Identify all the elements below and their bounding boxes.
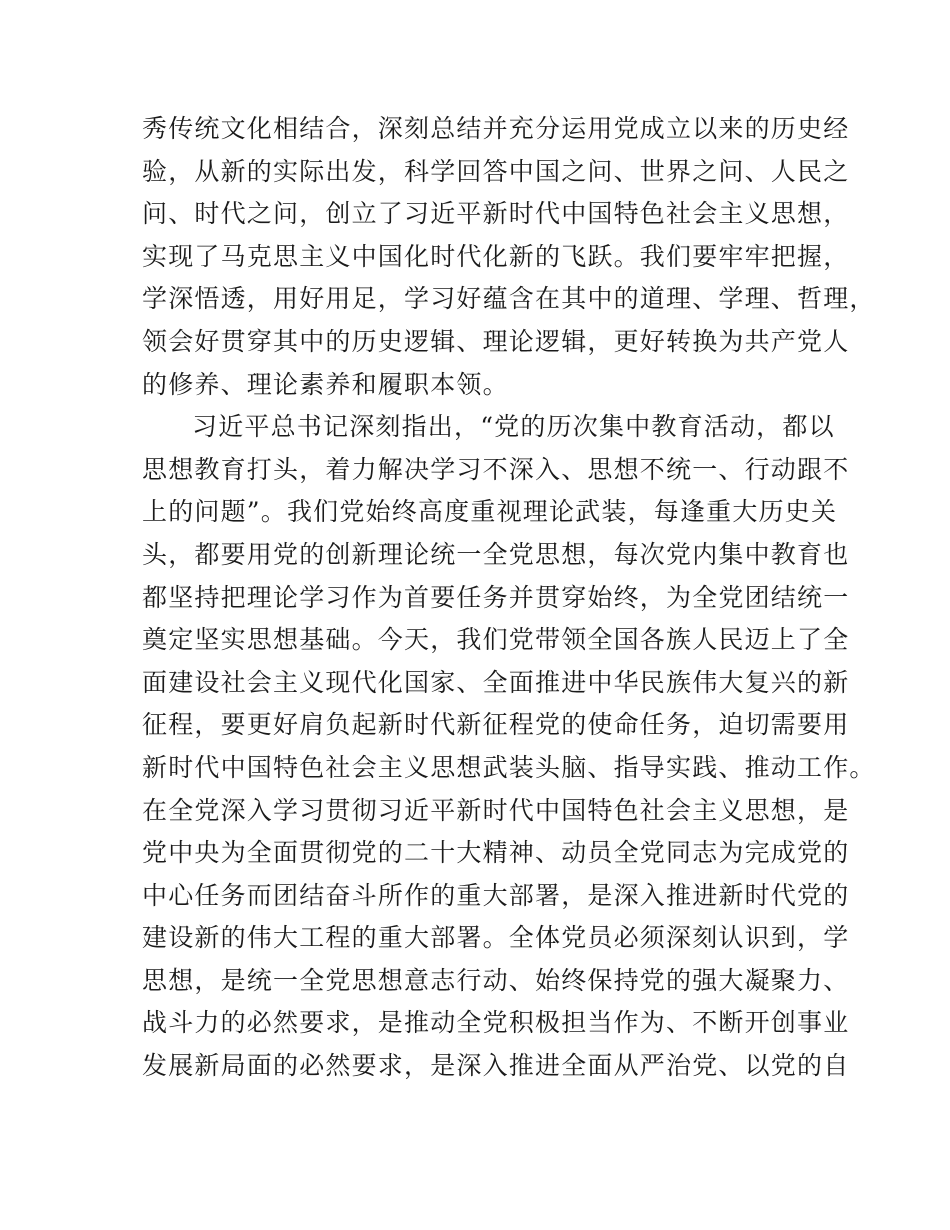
text-line: 验，从新的实际出发，科学回答中国之问、世界之问、人民之	[142, 156, 850, 186]
text-line: 新时代中国特色社会主义思想武装头脑、指导实践、推动工作。	[142, 752, 876, 782]
text-line: 头，都要用党的创新理论统一全党思想，每次党内集中教育也	[142, 539, 850, 569]
text-line: 领会好贯穿其中的历史逻辑、理论逻辑，更好转换为共产党人	[142, 326, 850, 356]
text-line: 在全党深入学习贯彻习近平新时代中国特色社会主义思想，是	[142, 795, 850, 825]
text-line: 发展新局面的必然要求，是深入推进全面从严治党、以党的自	[142, 1051, 850, 1081]
text-line: 实现了马克思主义中国化时代化新的飞跃。我们要牢牢把握，	[142, 241, 850, 271]
text-line: 秀传统文化相结合，深刻总结并充分运用党成立以来的历史经	[142, 114, 850, 143]
text-line-indented: 习近平总书记深刻指出，“党的历次集中教育活动，都以	[192, 412, 835, 442]
text-line: 面建设社会主义现代化国家、全面推进中华民族伟大复兴的新	[142, 667, 850, 697]
text-line: 都坚持把理论学习作为首要任务并贯穿始终，为全党团结统一	[142, 582, 850, 612]
text-line: 建设新的伟大工程的重大部署。全体党员必须深刻认识到，学	[142, 923, 850, 953]
text-line: 党中央为全面贯彻党的二十大精神、动员全党同志为完成党的	[142, 838, 850, 868]
text-line: 思想，是统一全党思想意志行动、始终保持党的强大凝聚力、	[142, 965, 850, 995]
text-line: 学深悟透，用好用足，学习好蕴含在其中的道理、学理、哲理，	[142, 284, 876, 314]
paragraph-2	[142, 406, 876, 1130]
paragraph-1	[142, 108, 876, 406]
document-body	[142, 108, 876, 1130]
text-line: 思想教育打头，着力解决学习不深入、思想不统一、行动跟不	[142, 454, 850, 484]
text-line: 问、时代之问，创立了习近平新时代中国特色社会主义思想，	[142, 199, 850, 229]
text-line: 战斗力的必然要求，是推动全党积极担当作为、不断开创事业	[142, 1008, 850, 1038]
text-line	[142, 1088, 812, 1131]
text-line: 征程，要更好肩负起新时代新征程党的使命任务，迫切需要用	[142, 710, 850, 740]
text-line: 的修养、理论素养和履职本领。	[142, 369, 509, 399]
text-line: 奠定坚实思想基础。今天，我们党带领全国各族人民迈上了全	[142, 625, 850, 655]
text-line: 上的问题”。我们党始终高度重视理论武装，每逢重大历史关	[142, 497, 838, 527]
text-line: 中心任务而团结奋斗所作的重大部署，是深入推进新时代党的	[142, 880, 850, 910]
